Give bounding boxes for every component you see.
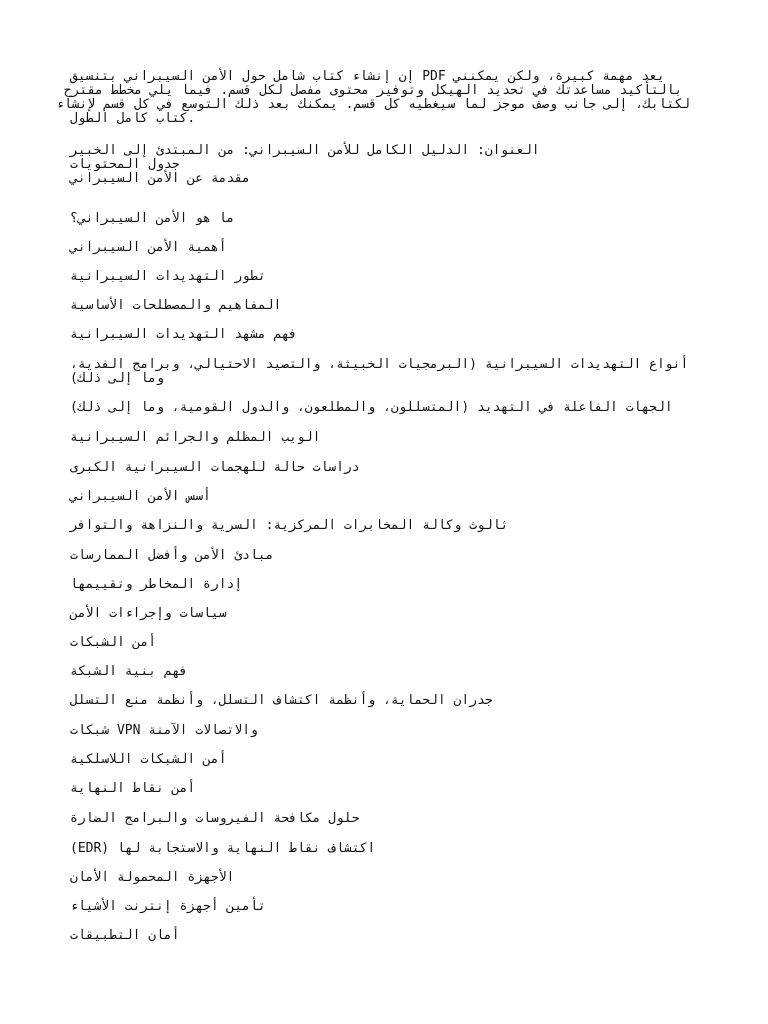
toc-item	[70, 753, 227, 767]
document-page	[56, 69, 697, 943]
intro-line: لكتابك، إلى جانب وصف موجز لما سيغطيه كل قسم. يمكنك بعد ذلك التوسع في كل قسم لإنشاء	[56, 97, 690, 112]
toc-item	[70, 401, 673, 415]
intro-line: بالتأكيد مساعدتك في تحديد الهيكل وتوفير محتوى مفصل لكل قسم. فيما يلي مخطط مقترح	[63, 83, 690, 98]
book-title-line: العنوان: الدليل الكامل للأمن السيبراني: من المبتدئ إلى الخبير	[70, 143, 540, 158]
toc-item-line: ما هو الأمن السيبراني؟	[70, 211, 235, 226]
toc-item-line: أسس الأمن السيبراني	[70, 489, 211, 504]
toc-item	[70, 724, 258, 738]
toc-item	[70, 241, 227, 255]
toc-item	[70, 871, 234, 885]
toc-item-line: الأجهزة المحمولة الأمان	[70, 870, 235, 885]
toc-item	[70, 636, 156, 650]
toc-item-line: مبادئ الأمن وأفضل الممارسات	[70, 548, 274, 563]
intro-line: يعد مهمة كبيرة، ولكن يمكنني PDF إن إنشاء كتاب شامل حول الأمن السيبراني بتنسيق	[70, 69, 665, 84]
toc-item-line: المفاهيم والمصطلحات الأساسية	[70, 298, 282, 313]
toc-item-line: ثالوث وكالة المخابرات المركزية: السرية والنزاهة والتوافر	[70, 518, 509, 533]
toc-item	[70, 665, 187, 679]
toc-item	[70, 842, 375, 856]
toc-item	[70, 431, 320, 445]
toc-item-line: سياسات وإجراءات الأمن	[70, 606, 227, 621]
toc-item	[70, 212, 234, 226]
toc-item	[70, 519, 508, 533]
toc-item-line: وما إلى ذلك)	[70, 371, 164, 386]
toc-item	[70, 270, 266, 284]
toc-item-line: فهم بنية الشبكة	[70, 664, 188, 679]
toc-item-line: أنواع التهديدات السيبرانية (البرمجيات الخبيثة، والتصيد الاحتيالي، وبرامج الفدية،	[70, 357, 697, 372]
toc-item	[70, 461, 360, 475]
toc-item-line: تأمين أجهزة إنترنت الأشياء	[70, 899, 266, 914]
toc-item	[70, 812, 360, 826]
intro-heading: مقدمة عن الأمن السيبراني	[70, 171, 251, 186]
toc-item	[70, 929, 180, 943]
toc-item	[70, 607, 227, 621]
toc-item	[70, 328, 297, 342]
toc-item-line: (EDR) اكتشاف نقاط النهاية والاستجابة لها	[70, 841, 376, 856]
toc-item	[70, 578, 242, 592]
toc-item-line: الويب المظلم والجرائم السيبرانية	[70, 430, 321, 445]
toc-item-line: أمان التطبيقات	[70, 928, 180, 943]
toc-item-line: أمن الشبكات	[70, 635, 157, 650]
toc-item	[70, 549, 274, 563]
toc-item-line: أمن نقاط النهاية	[70, 781, 196, 796]
intro-line: .كتاب كامل الطول	[70, 111, 196, 126]
toc-item-line: والاتصالات الآمنة VPN شبكات	[70, 723, 258, 738]
toc-item-line: جدران الحماية، وأنظمة اكتشاف التسلل، وأنظمة منع التسلل	[70, 693, 493, 708]
toc-item	[70, 299, 281, 313]
toc-item	[70, 490, 211, 504]
heading-block	[70, 144, 690, 186]
toc-item-line: إدارة المخاطر وتقييمها	[70, 577, 243, 592]
toc-item	[70, 694, 493, 708]
toc-heading: جدول المحتويات	[70, 157, 180, 172]
toc-item-line: دراسات حالة للهجمات السيبرانية الكبرى	[70, 460, 360, 475]
toc-item-line: فهم مشهد التهديدات السيبرانية	[70, 327, 297, 342]
toc-item-line: الجهات الفاعلة في التهديد (المتسللون، والمطلعون، والدول القومية، وما إلى ذلك)	[70, 400, 673, 415]
toc-item-line: تطور التهديدات السيبرانية	[70, 269, 266, 284]
toc-item-line: حلول مكافحة الفيروسات والبرامج الضارة	[70, 811, 360, 826]
toc-item	[70, 782, 195, 796]
toc-item	[70, 900, 266, 914]
toc-item-line: أمن الشبكات اللاسلكية	[70, 752, 227, 767]
toc-item	[70, 358, 696, 386]
toc-item-line: أهمية الأمن السيبراني	[70, 240, 227, 255]
intro-paragraph	[56, 69, 690, 126]
